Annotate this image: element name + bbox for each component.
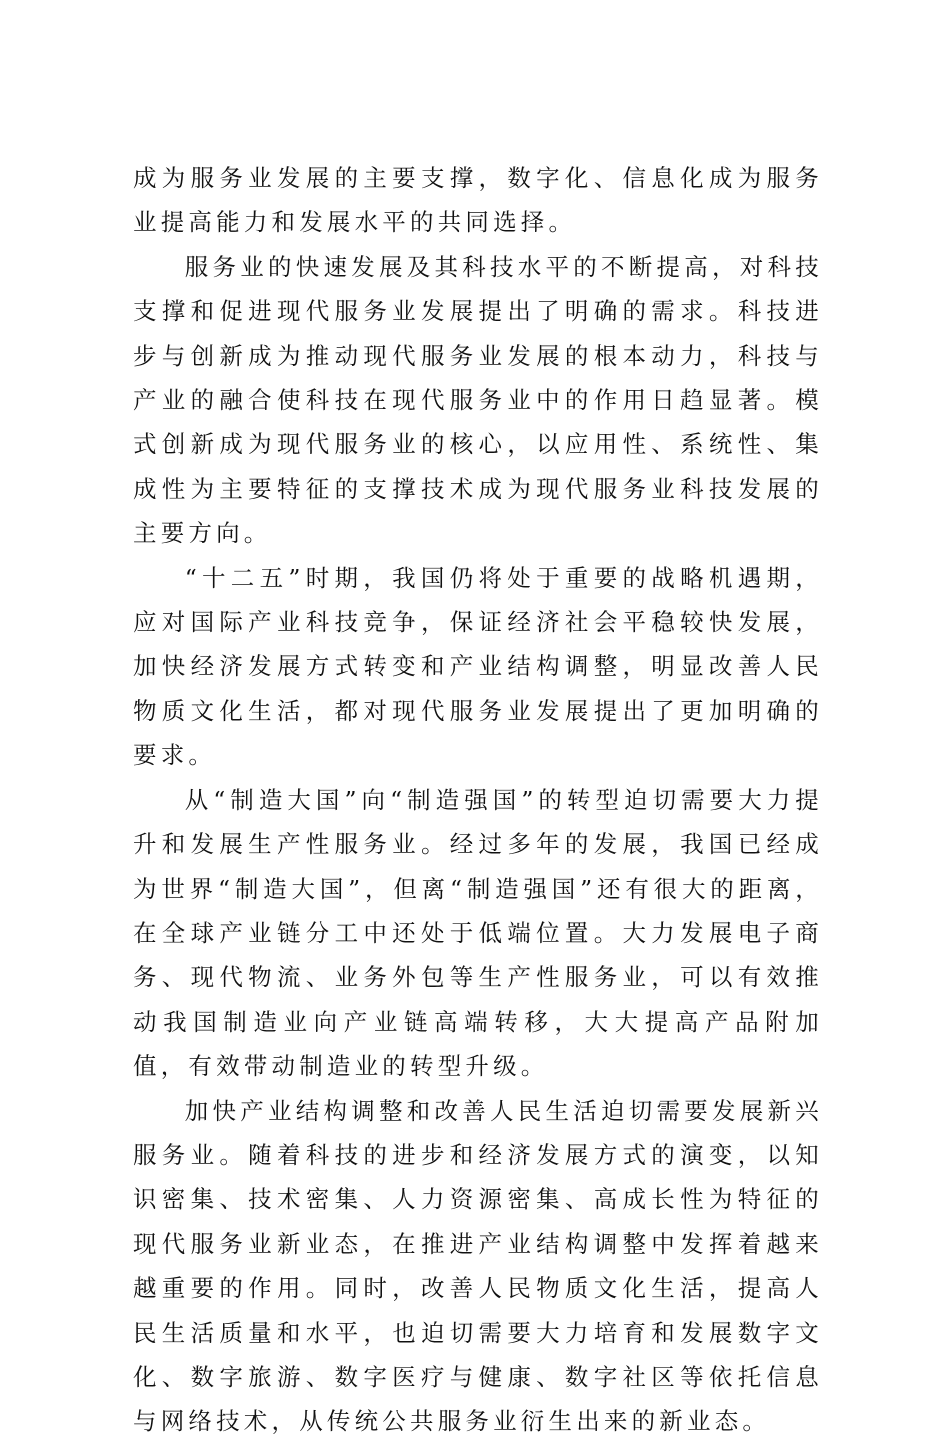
paragraph-manufacturing-transition: 从“制造大国”向“制造强国”的转型迫切需要大力提升和发展生产性服务业。经过多年的发展，我国已经成为世界“制造大国”，但离“制造强国”还有很大的距离，在全球产业链分工中还处于低端位置。大力发展电子商务、现代物流、业务外包等生产性服务业，可以有效推动我国制造业向产业链高端转移，大大提高产品附加值，有效带动制造业的转型升级。 (133, 785, 823, 1081)
paragraph-emerging-services: 加快产业结构调整和改善人民生活迫切需要发展新兴服务业。随着科技的进步和经济发展方式的演变，以知识密集、技术密集、人力资源密集、高成长性为特征的现代服务业新业态，在推进产业结构调整中发挥着越来越重要的作用。同时，改善人民物质文化生活，提高人民生活质量和水平，也迫切需要大力培育和发展数字文化、数字旅游、数字医疗与健康、数字社区等依托信息与网络技术，从传统公共服务业衍生出来的新业态。 (133, 1096, 823, 1436)
paragraph-twelfth-five-year: “十二五”时期，我国仍将处于重要的战略机遇期，应对国际产业科技竞争，保证经济社会平稳较快发展，加快经济发展方式转变和产业结构调整，明显改善人民物质文化生活，都对现代服务业发展提出了更加明确的要求。 (133, 563, 823, 770)
paragraph-tech-demand: 服务业的快速发展及其科技水平的不断提高，对科技支撑和促进现代服务业发展提出了明确的需求。科技进步与创新成为推动现代服务业发展的根本动力，科技与产业的融合使科技在现代服务业中的作用日趋显著。模式创新成为现代服务业的核心，以应用性、系统性、集成性为主要特征的支撑技术成为现代服务业科技发展的主要方向。 (133, 252, 823, 548)
document-body (133, 156, 823, 1444)
paragraph-continuation: 成为服务业发展的主要支撑，数字化、信息化成为服务业提高能力和发展水平的共同选择。 (133, 164, 823, 237)
